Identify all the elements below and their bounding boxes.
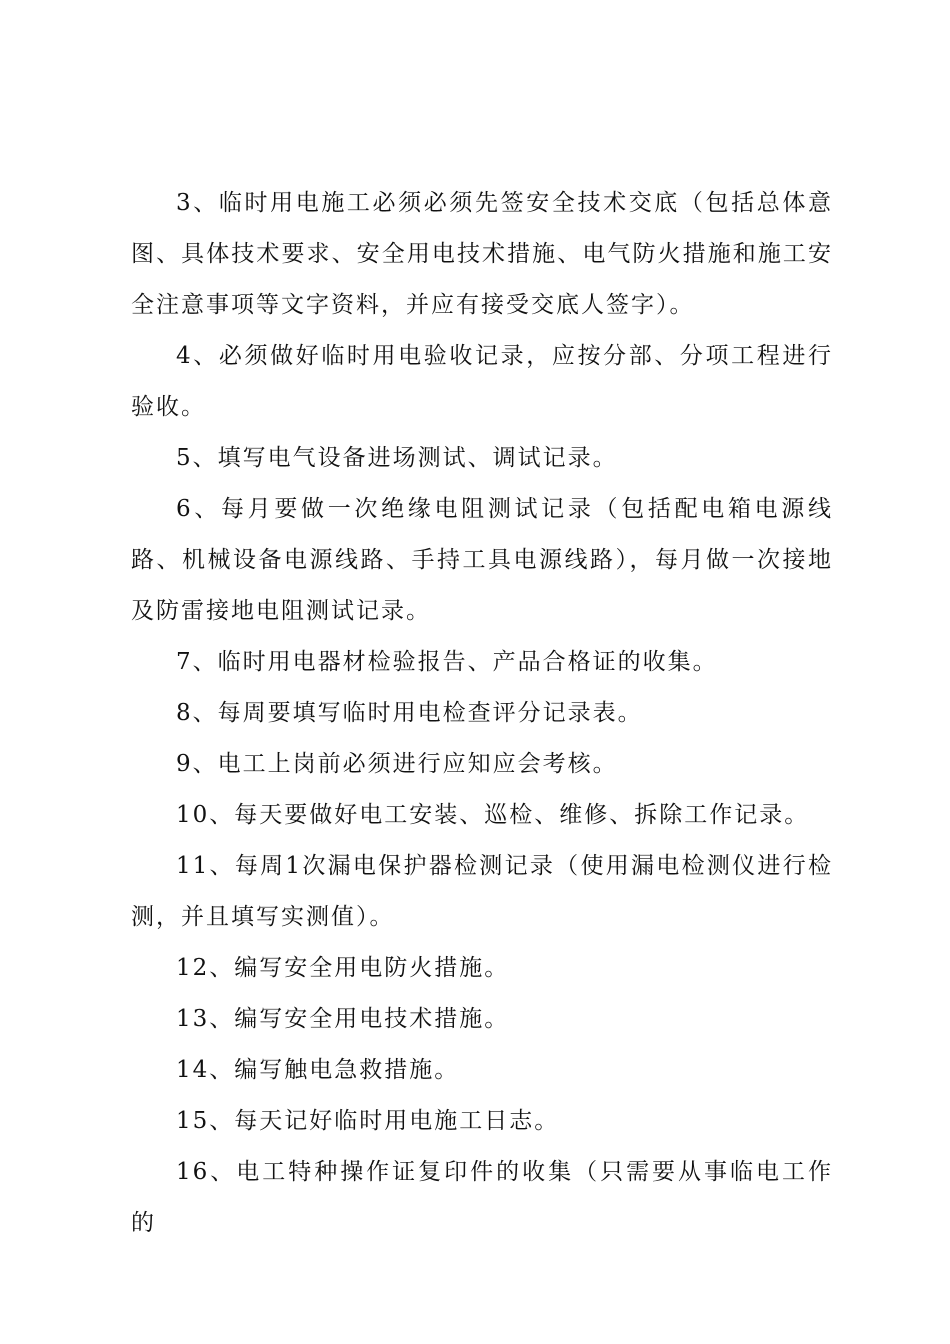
paragraph-item-5: 5、填写电气设备进场测试、调试记录。: [176, 445, 618, 471]
paragraph-item-8: 8、每周要填写临时用电检查评分记录表。: [176, 700, 643, 726]
paragraph-item-10: 10、每天要做好电工安装、巡检、维修、拆除工作记录。: [176, 802, 810, 828]
document-body: [131, 178, 833, 1249]
paragraph-item-11: 11、每周1次漏电保护器检测记录（使用漏电检测仪进行检测，并且填写实测值）。: [131, 853, 833, 930]
paragraph-item-13: 13、编写安全用电技术措施。: [176, 1006, 510, 1032]
paragraph-item-16: 16、电工特种操作证复印件的收集（只需要从事临电工作的: [131, 1159, 833, 1236]
paragraph-item-15: 15、每天记好临时用电施工日志。: [176, 1108, 560, 1134]
paragraph-item-14: 14、编写触电急救措施。: [176, 1057, 460, 1083]
paragraph-item-6: 6、每月要做一次绝缘电阻测试记录（包括配电箱电源线路、机械设备电源线路、手持工具电源线路），每月做一次接地及防雷接地电阻测试记录。: [131, 496, 833, 624]
paragraph-item-9: 9、电工上岗前必须进行应知应会考核。: [176, 751, 618, 777]
paragraph-item-3: 3、临时用电施工必须必须先签安全技术交底（包括总体意图、具体技术要求、安全用电技术措施、电气防火措施和施工安全注意事项等文字资料，并应有接受交底人签字）。: [131, 190, 833, 318]
paragraph-item-12: 12、编写安全用电防火措施。: [176, 955, 510, 981]
paragraph-item-7: 7、临时用电器材检验报告、产品合格证的收集。: [176, 649, 718, 675]
paragraph-item-4: 4、必须做好临时用电验收记录，应按分部、分项工程进行验收。: [131, 343, 833, 420]
